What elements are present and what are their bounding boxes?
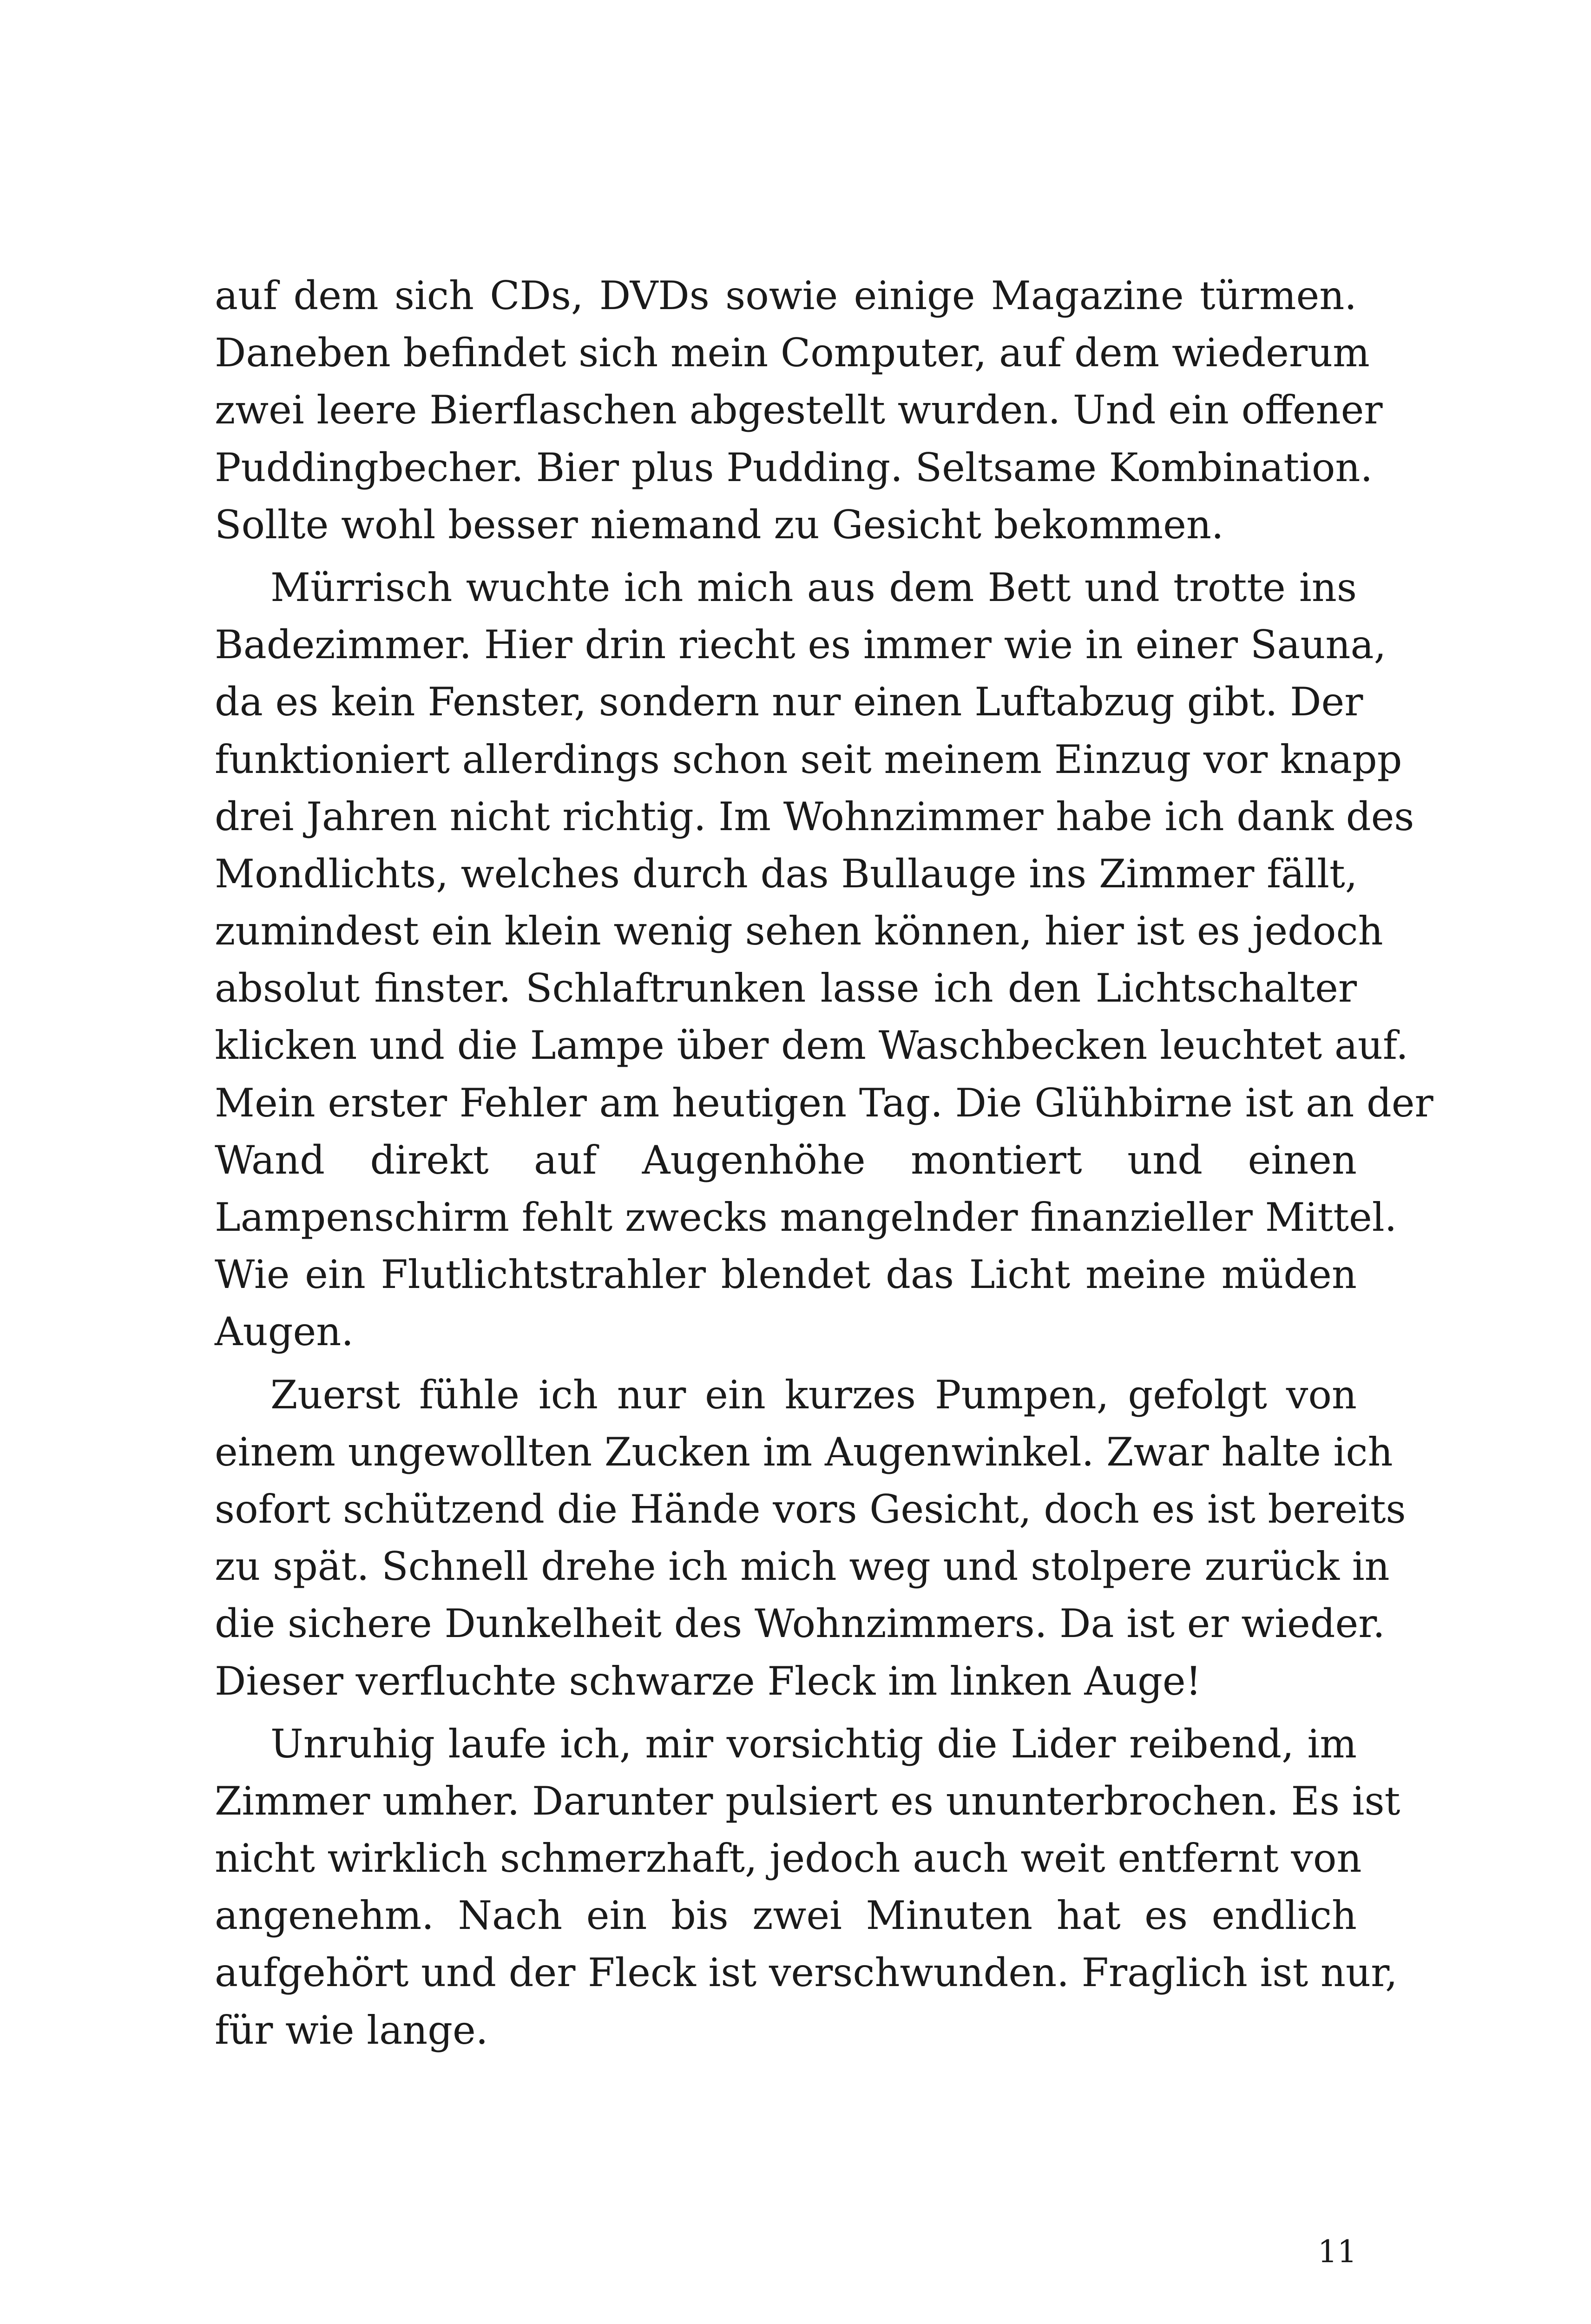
text-line: Daneben befindet sich mein Computer, auf dem wiederum: [215, 330, 1370, 376]
text-line: zumindest ein klein wenig sehen können, hier ist es jedoch: [215, 908, 1383, 954]
text-line: angenehm. Nach ein bis zwei Minuten hat es endlich: [215, 1893, 1357, 1939]
text-line: Mein erster Fehler am heutigen Tag. Die Glühbirne ist an der: [215, 1080, 1433, 1126]
text-line: für wie lange.: [215, 2007, 488, 2053]
text-line: Zuerst fühle ich nur ein kurzes Pumpen, gefolgt von: [270, 1372, 1357, 1418]
text-line: funktioniert allerdings schon seit meinem Einzug vor knapp: [215, 736, 1402, 782]
text-line: aufgehört und der Fleck ist verschwunden. Fraglich ist nur,: [215, 1950, 1398, 1996]
page-number: 11: [1318, 2234, 1357, 2270]
text-line: zu spät. Schnell drehe ich mich weg und stolpere zurück in: [215, 1544, 1390, 1590]
text-line: Wand direkt auf Augenhöhe montiert und einen: [215, 1137, 1357, 1183]
text-line: Mürrisch wuchte ich mich aus dem Bett und trotte ins: [270, 564, 1357, 610]
text-line: Badezimmer. Hier drin riecht es immer wie in einer Sauna,: [215, 622, 1387, 668]
text-line: auf dem sich CDs, DVDs sowie einige Magazine türmen.: [215, 273, 1357, 318]
text-line: Unruhig laufe ich, mir vorsichtig die Lider reibend, im: [270, 1721, 1357, 1767]
text-line: Zimmer umher. Darunter pulsiert es ununterbrochen. Es ist: [215, 1778, 1400, 1824]
paragraph-2: [215, 559, 1433, 1361]
text-line: Puddingbecher. Bier plus Pudding. Seltsame Kombination.: [215, 444, 1373, 490]
text-line: Dieser verfluchte schwarze Fleck im linken Auge!: [215, 1658, 1202, 1704]
paragraph-4: [215, 1716, 1400, 2059]
text-line: nicht wirklich schmerzhaft, jedoch auch weit entfernt von: [215, 1835, 1362, 1882]
text-line: Wie ein Flutlichtstrahler blendet das Licht meine müden: [215, 1252, 1357, 1298]
paragraph-3: [215, 1367, 1406, 1710]
text-line: absolut finster. Schlaftrunken lasse ich den Lichtschalter: [215, 965, 1357, 1011]
text-line: sofort schützend die Hände vors Gesicht, doch es ist bereits: [215, 1486, 1406, 1532]
text-line: klicken und die Lampe über dem Waschbecken leuchtet auf.: [215, 1023, 1408, 1069]
text-line: Augen.: [215, 1309, 354, 1355]
text-line: Lampenschirm fehlt zwecks mangelnder finanzieller Mittel.: [215, 1195, 1397, 1240]
paragraph-1: [215, 267, 1383, 554]
text-line: da es kein Fenster, sondern nur einen Luftabzug gibt. Der: [215, 679, 1363, 725]
text-line: Mondlichts, welches durch das Bullauge ins Zimmer fällt,: [215, 851, 1358, 897]
text-line: drei Jahren nicht richtig. Im Wohnzimmer habe ich dank des: [215, 793, 1414, 839]
text-line: die sichere Dunkelheit des Wohnzimmers. Da ist er wieder.: [215, 1601, 1385, 1647]
page-body: [215, 267, 1433, 2059]
text-line: Sollte wohl besser niemand zu Gesicht bekommen.: [215, 502, 1224, 548]
text-line: zwei leere Bierflaschen abgestellt wurden. Und ein offener: [215, 387, 1383, 433]
text-line: einem ungewollten Zucken im Augenwinkel. Zwar halte ich: [215, 1429, 1393, 1475]
